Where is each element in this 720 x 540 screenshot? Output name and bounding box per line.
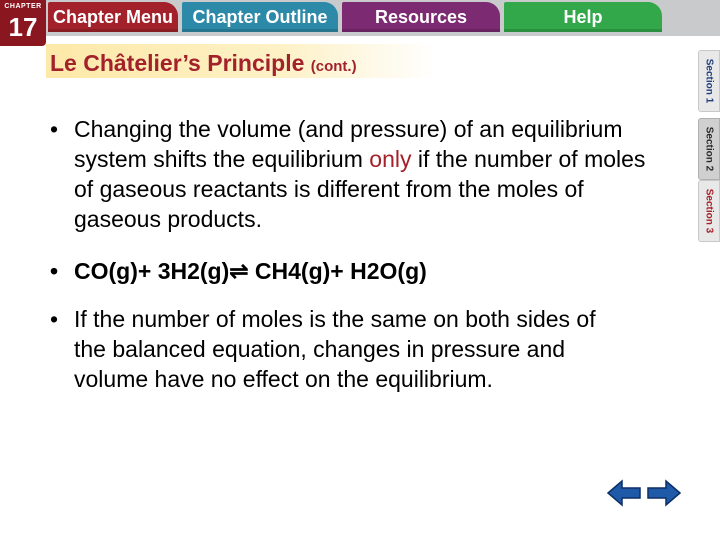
left-arrow-icon bbox=[606, 478, 642, 508]
equation-text: CO(g)+ 3H2(g)⇌ CH4(g)+ H2O(g) bbox=[74, 258, 427, 284]
bullet1-text-end: if the number of moles of gaseous reactants is different from the moles of gaseous products. bbox=[74, 146, 646, 232]
slide-title bbox=[50, 50, 357, 77]
section-tab-1-label: Section 1 bbox=[703, 58, 715, 104]
slide-title-text: Le Châtelier’s Principle bbox=[50, 50, 305, 76]
right-arrow-icon bbox=[646, 478, 682, 508]
bullet-text: If the number of moles is the same on both sides of the balanced equation, changes in pressure and volume have no effect on the equilibrium. bbox=[74, 306, 596, 392]
section-tab-1[interactable] bbox=[698, 50, 720, 112]
chapter-badge[interactable] bbox=[0, 0, 46, 46]
previous-slide-button[interactable] bbox=[606, 478, 642, 508]
section-tab-2[interactable] bbox=[698, 118, 720, 180]
bullet-dot: • bbox=[50, 306, 59, 332]
highlight-only: only bbox=[369, 146, 412, 172]
section-tab-3[interactable] bbox=[698, 180, 720, 242]
section-tab-3-label: Section 3 bbox=[703, 188, 715, 234]
bullet1-text-start: Changing the volume (and pressure) of an equilibrium system shifts the equilibrium bbox=[74, 116, 623, 172]
bullet-same-moles bbox=[50, 304, 630, 394]
chapter-number: 17 bbox=[8, 12, 38, 42]
bullet-equation bbox=[50, 256, 670, 286]
tab-help[interactable]: Help bbox=[504, 2, 662, 32]
section-tab-2-label: Section 2 bbox=[703, 126, 715, 172]
bullet-dot: • bbox=[50, 116, 59, 142]
chapter-label: CHAPTER bbox=[4, 3, 42, 10]
bullet-text bbox=[74, 114, 670, 234]
bullet-dot: • bbox=[50, 258, 59, 284]
bullet-volume-pressure bbox=[50, 114, 670, 234]
tab-resources[interactable]: Resources bbox=[342, 2, 500, 32]
slide-title-suffix: (cont.) bbox=[310, 58, 357, 75]
next-slide-button[interactable] bbox=[646, 478, 682, 508]
tab-chapter-outline[interactable]: Chapter Outline bbox=[182, 2, 338, 32]
tab-chapter-menu[interactable]: Chapter Menu bbox=[48, 2, 178, 32]
